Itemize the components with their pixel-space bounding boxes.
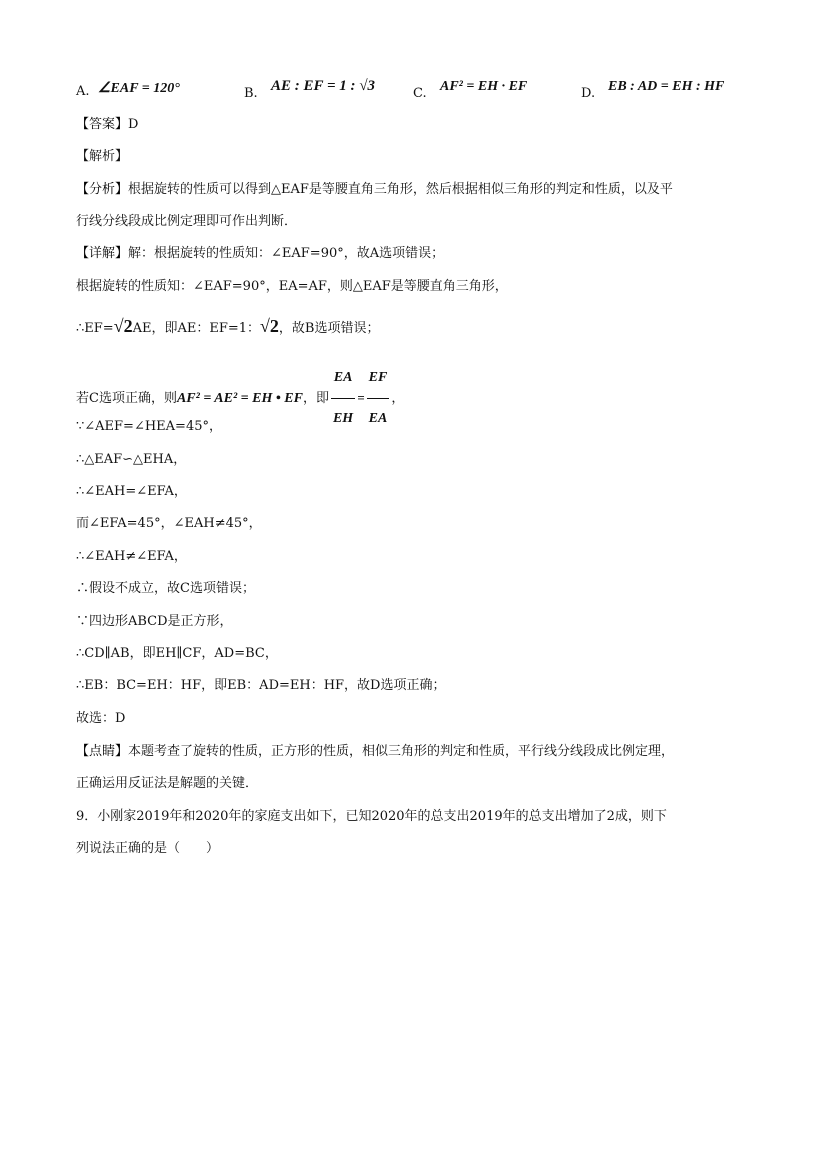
sqrt-two-1: √2 [113, 316, 133, 336]
analysis-tag: 【解析】 [76, 149, 129, 164]
option-b [244, 86, 258, 101]
line4-mid: ，即 [302, 391, 329, 406]
option-c [413, 86, 427, 101]
option-d [581, 86, 595, 101]
option-a-label: A. [76, 84, 90, 99]
question-9-line-2: 列说法正确的是（ ） [76, 841, 220, 856]
option-d-label: D. [581, 86, 596, 101]
xiangjie-line-3 [76, 318, 379, 337]
frac2-numerator: EF [367, 358, 390, 399]
option-b-label: B. [244, 86, 258, 101]
xiangjie-line-13: ∴EB：BC=EH：HF，即EB：AD=EH：HF，故D选项正确； [76, 678, 446, 693]
xiangjie-line-1 [76, 246, 444, 262]
option-a-math: ∠EAF = 120° [98, 81, 180, 96]
line4-pre: 若C选项正确，则 [76, 391, 177, 406]
xiangjie-line-9: ∴∠EAH≠∠EFA， [76, 549, 187, 564]
frac-equals: = [357, 390, 365, 405]
xiangjie-line-6: ∴△EAF∽△EHA， [76, 452, 187, 467]
fraction-ea-over-eh [331, 358, 355, 439]
line4-math: AF² = AE² = EH • EF [176, 391, 303, 406]
fenxi-line-2: 行线分线段成比例定理即可作出判断． [76, 214, 298, 229]
option-a [76, 84, 90, 99]
dianjing-line-2: 正确运用反证法是解题的关键． [76, 776, 259, 791]
xiangjie-line-12: ∴CD∥AB，即EH∥CF，AD=BC， [76, 646, 278, 661]
line3-post: ，故B选项错误； [278, 321, 380, 336]
dianjing-line-1 [76, 744, 674, 760]
xiangjie-line-8: 而∠EFA=45°，∠EAH≠45°， [76, 516, 262, 531]
answer-line [76, 117, 138, 133]
xiangjie-text-1: 解：根据旋转的性质知：∠EAF=90°，故A选项错误； [128, 246, 445, 261]
frac1-denominator: EH [332, 411, 354, 426]
sqrt-two-2: √2 [260, 316, 279, 336]
xiangjie-line-7: ∴∠EAH=∠EFA， [76, 484, 187, 499]
fenxi-tag: 【分析】 [76, 182, 129, 197]
question-9-line-1: 9．小刚家2019年和2020年的家庭支出如下，已知2020年的总支出2019年的总支出增加了2成，则下 [76, 809, 667, 824]
frac1-numerator: EA [331, 358, 355, 399]
answer-value: D [128, 117, 139, 132]
xiangjie-line-10: ∴假设不成立，故C选项错误； [76, 581, 255, 596]
fenxi-line-1 [76, 182, 673, 198]
xiangjie-line-2: 根据旋转的性质知：∠EAF=90°，EA=AF，则△EAF是等腰直角三角形， [76, 279, 508, 294]
line3-mid: AE，即AE：EF=1： [132, 321, 261, 336]
option-d-math: EB : AD = EH : HF [608, 79, 725, 94]
answer-tag: 【答案】 [76, 117, 129, 132]
option-b-math: AE : EF = 1 : √3 [271, 78, 376, 94]
line3-pre: ∴EF= [76, 321, 114, 336]
dianjing-text-1: 本题考查了旋转的性质，正方形的性质，相似三角形的判定和性质，平行线分线段成比例定理， [128, 744, 675, 759]
xiangjie-tag: 【详解】 [76, 246, 129, 261]
frac2-denominator: EA [368, 411, 388, 426]
line4-post: ， [391, 391, 405, 406]
option-c-label: C. [413, 86, 427, 101]
fenxi-text-1: 根据旋转的性质可以得到△EAF是等腰直角三角形，然后根据相似三角形的判定和性质，以及平 [128, 182, 673, 197]
option-c-math: AF² = EH · EF [440, 79, 528, 94]
xiangjie-line-5: ∵∠AEF=∠HEA=45°， [76, 419, 222, 434]
xiangjie-line-11: ∵四边形ABCD是正方形， [76, 614, 233, 629]
xiangjie-line-14: 故选：D [76, 711, 126, 726]
fraction-ef-over-ea [367, 358, 390, 439]
dianjing-tag: 【点睛】 [76, 744, 129, 759]
